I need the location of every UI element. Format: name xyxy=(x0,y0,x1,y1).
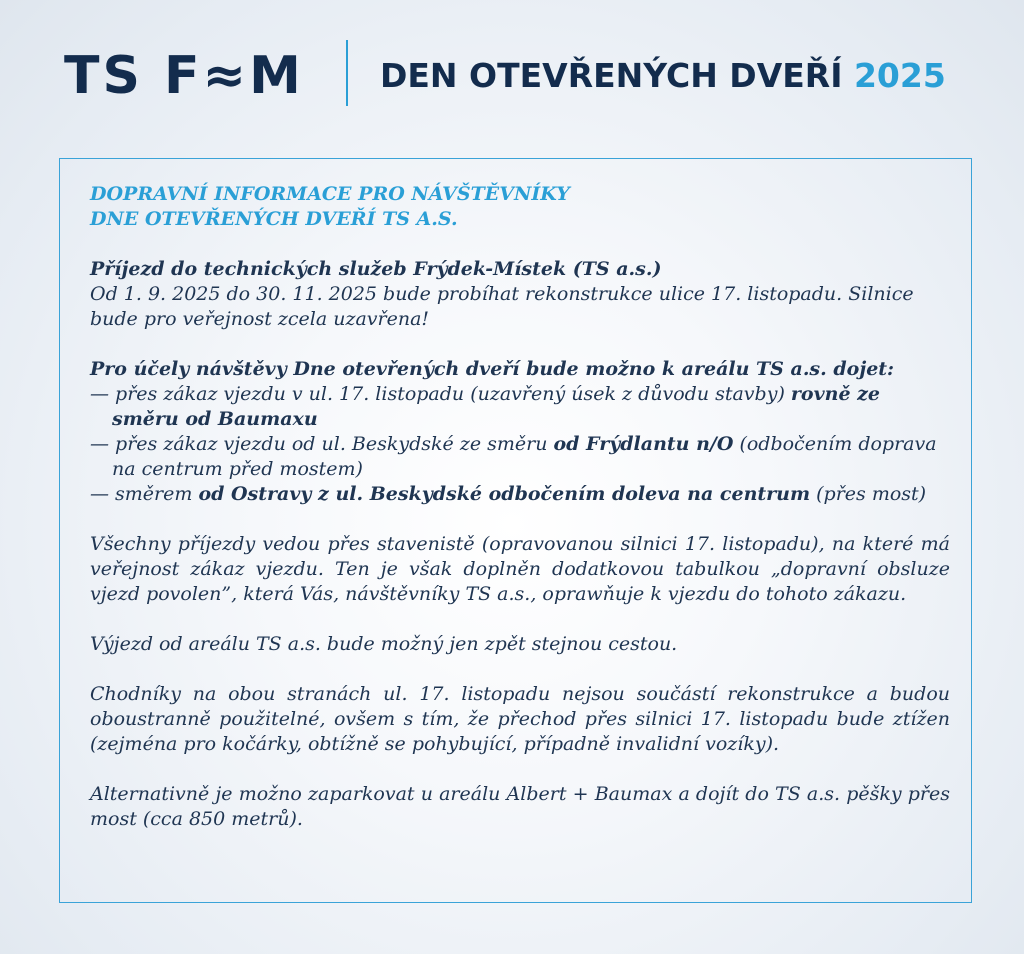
notice-heading-line1: DOPRAVNÍ INFORMACE PRO NÁVŠTĚVNÍKY xyxy=(90,183,570,205)
page-header xyxy=(0,0,1024,140)
route-item xyxy=(90,432,950,482)
parking-paragraph: Alternativně je možno zaparkovat u areálu Albert + Baumax a dojít do TS a.s. pěšky přes most (cca 850 metrů). xyxy=(90,783,950,830)
event-title xyxy=(380,52,946,100)
notice-content xyxy=(90,182,950,832)
arrival-text: Od 1. 9. 2025 do 30. 11. 2025 bude probíhat rekonstrukce ulice 17. listopadu. Silnice bude pro veřejnost zcela uzavřena! xyxy=(90,283,914,330)
notice-heading-line2: DNE OTEVŘENÝCH DVEŘÍ TS A.S. xyxy=(90,208,458,230)
ts-fm-logo: TS F≈M xyxy=(64,46,304,106)
exit-paragraph: Výjezd od areálu TS a.s. bude možný jen zpět stejnou cestou. xyxy=(90,633,678,655)
route-text: (odbočením doprava na centrum před mostem) xyxy=(112,433,937,480)
header-divider xyxy=(346,40,348,106)
visit-title: Pro účely návštěvy Dne otevřených dveří bude možno k areálu TS a.s. dojet: xyxy=(90,358,895,380)
route-text: — směrem xyxy=(90,483,199,505)
route-highlight: od Frýdlantu n/O xyxy=(553,433,734,455)
route-text: (přes most) xyxy=(810,483,927,505)
route-highlight: od Ostravy z ul. Beskydské odbočením doleva na centrum xyxy=(198,483,811,505)
route-text: — přes zákaz vjezdu od ul. Beskydské ze směru xyxy=(90,433,554,455)
event-title-text: DEN OTEVŘENÝCH DVEŘÍ xyxy=(380,56,843,95)
arrival-title: Příjezd do technických služeb Frýdek-Místek (TS a.s.) xyxy=(90,258,662,280)
route-text: — přes zákaz vjezdu v ul. 17. listopadu (uzavřený úsek z důvodu stavby) xyxy=(90,383,791,405)
sidewalk-paragraph: Chodníky na obou stranách ul. 17. listopadu nejsou součástí rekonstrukce a budou oboustranně použitelné, ovšem s tím, že přechod přes silnici 17. listopadu bude ztížen (zejména pro kočárky, obtížně se pohybující, případně invalidní vozíky). xyxy=(90,683,950,755)
event-year: 2025 xyxy=(853,56,946,95)
route-highlight: rovně ze směru od Baumaxu xyxy=(112,383,881,430)
access-paragraph: Všechny příjezdy vedou přes stavenistě (opravovanou silnici 17. listopadu), na které má veřejnost zákaz vjezdu. Ten je však doplněn dodatkovou tabulkou „dopravní obsluze vjezd povolen”, která Vás, návštěvníky TS a.s., oprawňuje k vjezdu do tohoto zákazu. xyxy=(90,533,950,605)
route-item xyxy=(90,482,950,507)
route-item xyxy=(90,382,950,432)
